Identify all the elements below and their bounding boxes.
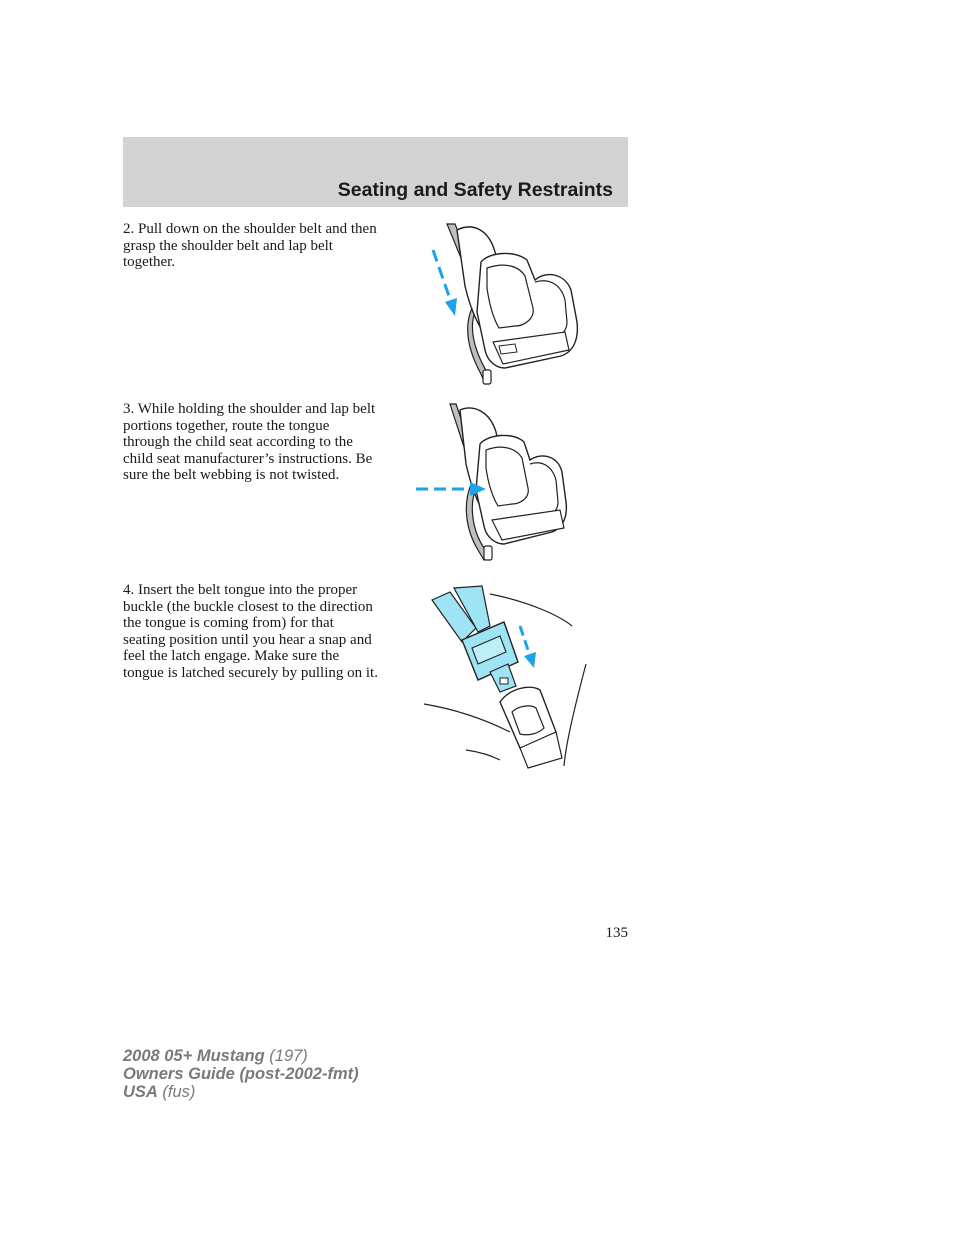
footer-guide: Owners Guide (post-2002-fmt) [123,1065,359,1083]
step-3-text: 3. While holding the shoulder and lap belt portions together, route the tongue through the child seat according to the child seat manufacturer’s instructions. Be sure the belt webbing is not twisted. [123,401,376,483]
route-tongue-illustration [410,402,575,570]
footer-model-code: (197) [264,1047,308,1065]
section-title: Seating and Safety Restraints [337,179,613,201]
footer-market-code: (fus) [157,1083,196,1101]
step-2-text: 2. Pull down on the shoulder belt and then grasp the shoulder belt and lap belt together. [123,221,377,270]
buckle-latch-illustration [420,582,592,772]
document-footer [123,1047,359,1101]
page-number: 135 [605,925,628,941]
footer-market: USA [123,1083,158,1101]
pull-shoulder-belt-illustration [425,222,585,392]
section-header [123,137,628,207]
footer-model: 2008 05+ Mustang [123,1047,265,1065]
step-4-text: 4. Insert the belt tongue into the proper buckle (the buckle closest to the direction the tongue is coming from) for that seating position until you hear a snap and feel the latch engage. Make sure the tongue is latched securely by pulling on it. [123,582,378,681]
